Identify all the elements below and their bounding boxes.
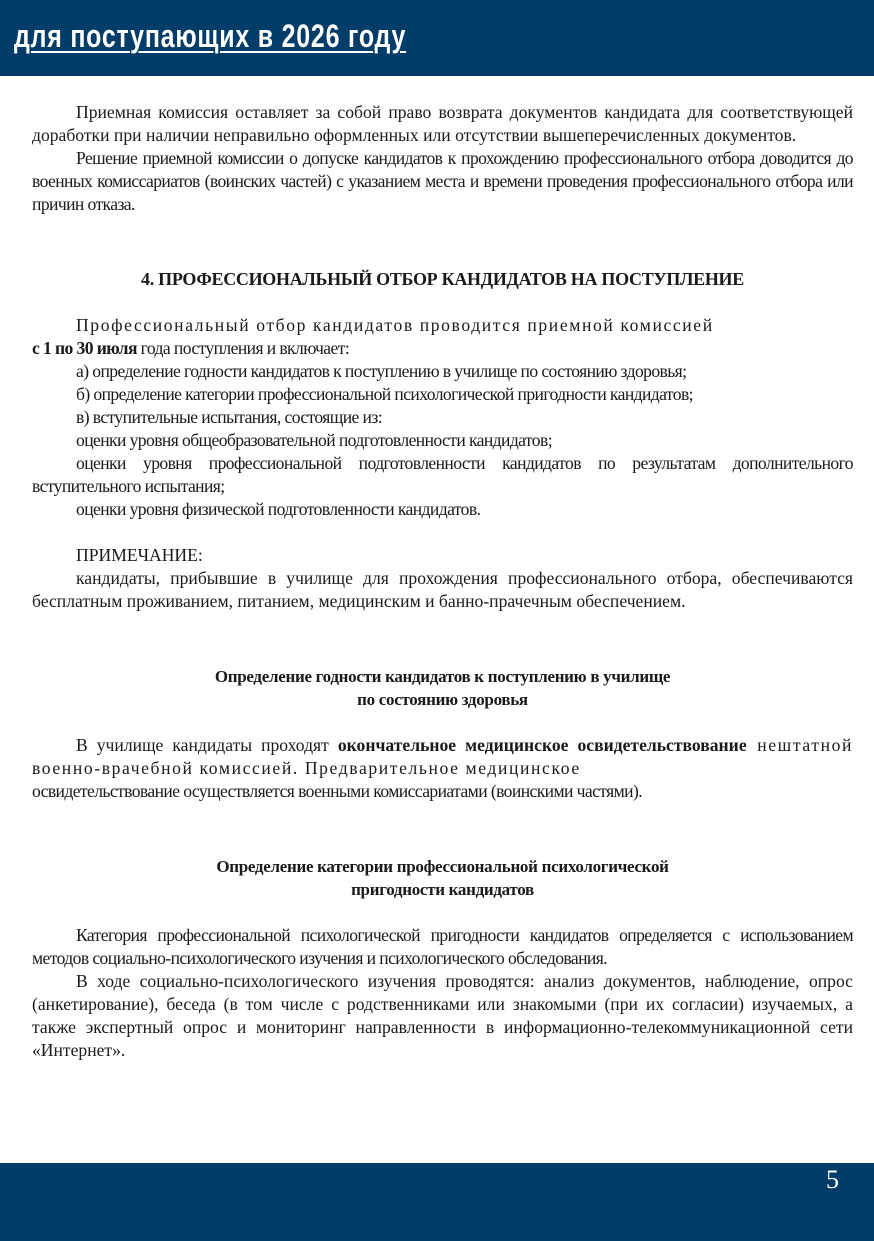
list-item: б) определение категории профессиональной психологической пригодности кандидатов; [76,384,693,404]
health-heading-line-1: Определение годности кандидатов к поступлению в училище [214,667,671,686]
dates-rest: года поступления и включает: [136,338,350,358]
note-label: ПРИМЕЧАНИЕ: [76,545,203,565]
health-paragraph [32,734,853,780]
section-4-heading: 4. ПРОФЕССИОНАЛЬНЫЙ ОТБОР КАНДИДАТОВ НА ПОСТУПЛЕНИЕ [141,269,744,289]
list-item: оценки уровня профессиональной подготовленности кандидатов по результатам дополнительного вступительного испытания; [32,453,853,496]
psych-heading-line-2: пригодности кандидатов [351,880,534,899]
page-content [32,101,853,1062]
health-heading-line-2: по состоянию здоровья [357,690,528,709]
health-text-end: освидетельствование осуществляется военными комиссариатами (воинскими частями). [32,781,643,801]
psych-paragraph-2: В ходе социально-психологического изучения проводятся: анализ документов, наблюдение, опрос (анкетирование), беседа (в том числе с родственниками или знакомыми (при их согласии) изучаемых, а также экспертный опрос и мониторинг направленности в информационно-телекоммуникационной сети «Интернет». [32,971,853,1060]
section-4-dates-line [32,337,853,360]
list-item: в) вступительные испытания, состоящие из: [76,407,382,427]
header-title: для поступающих в 2026 году [14,18,407,54]
section-4-lead-text: Профессиональный отбор кандидатов проводится приемной комиссией [76,315,714,335]
psych-paragraph-1: Категория профессиональной психологической пригодности кандидатов определяется с использованием методов социально-психологического изучения и психологического обследования. [32,925,853,968]
list-item: оценки уровня физической подготовленности кандидатов. [76,499,481,519]
health-text-bold: окончательное медицинское освидетельствование [337,735,747,755]
list-item: оценки уровня общеобразовательной подготовленности кандидатов; [76,430,552,450]
note-text: кандидаты, прибывшие в училище для прохождения профессионального отбора, обеспечиваются бесплатным проживанием, питанием, медицинским и банно-прачечным обеспечением. [32,568,853,611]
list-item: а) определение годности кандидатов к поступлению в училище по состоянию здоровья; [76,361,687,381]
dates-bold: с 1 по 30 июля [32,338,137,358]
section-4-lead [32,314,853,337]
page-number: 5 [826,1165,839,1194]
intro-paragraph-1: Приемная комиссия оставляет за собой право возврата документов кандидата для соответствующей доработки при наличии неправильно оформленных или отсутствии вышеперечисленных документов. [32,102,853,145]
page-header-band [0,0,874,76]
page-footer-band [0,1163,874,1241]
health-text-start: В училище кандидаты проходят [76,735,338,755]
health-text-mid: нештатной военно-врачебной комиссией. Предварительное медицинское [32,735,854,778]
psych-heading-line-1: Определение категории профессиональной психологической [216,857,669,876]
intro-paragraph-2: Решение приемной комиссии о допуске кандидатов к прохождению профессионального отбора доводится до военных комиссариатов (воинских частей) с указанием места и времени проведения профессионального отбора или причин отказа. [32,148,853,214]
